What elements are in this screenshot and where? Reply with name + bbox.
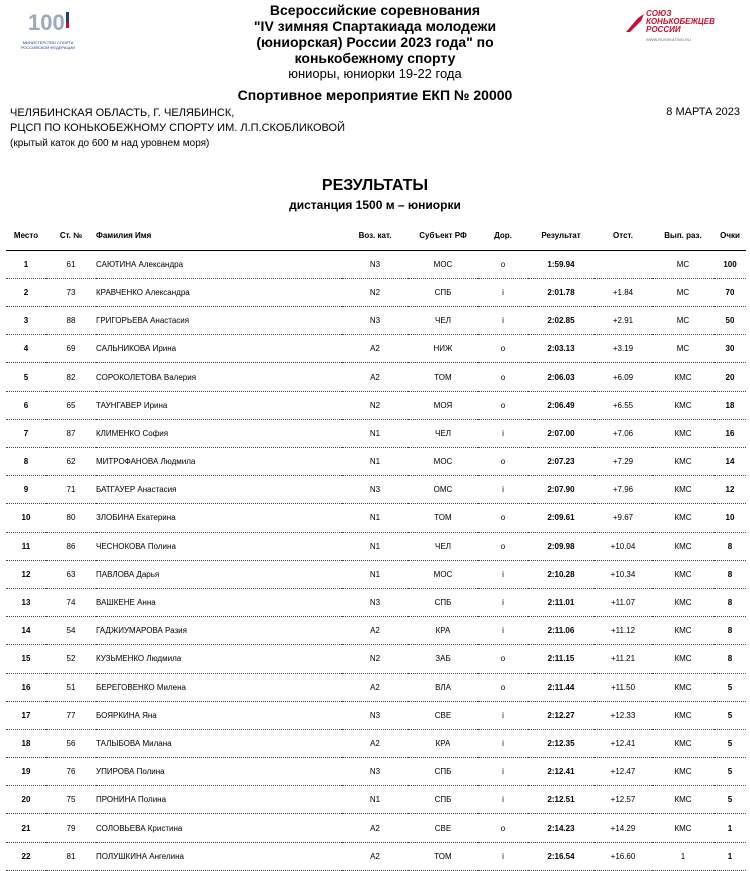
start-no: 61: [46, 250, 96, 278]
age-category: N1: [342, 560, 408, 588]
skater-icon: [624, 12, 646, 34]
result-time: 2:07.90: [528, 476, 594, 504]
region: СПБ: [408, 278, 478, 306]
start-no: 82: [46, 363, 96, 391]
age-category: A2: [342, 363, 408, 391]
age-category: N3: [342, 758, 408, 786]
region: МОС: [408, 560, 478, 588]
table-row: [6, 335, 746, 363]
result-time: 2:06.49: [528, 391, 594, 419]
start-no: 65: [46, 391, 96, 419]
lane: o: [478, 504, 528, 532]
place: 10: [6, 504, 46, 532]
athlete-name: БЕРЕГОВЕНКО Милена: [96, 673, 342, 701]
skating-union-logo: [624, 10, 734, 44]
result-time: 2:12.41: [528, 758, 594, 786]
athlete-name: ВАШКЕНЕ Анна: [96, 588, 342, 616]
table-row: [6, 419, 746, 447]
athlete-name: СОЛОВЬЕВА Кристина: [96, 814, 342, 842]
sport-rank: КМС: [652, 673, 714, 701]
region: ТОМ: [408, 842, 478, 870]
title-line-4: конькобежному спорту: [294, 50, 456, 66]
result-time: 2:07.23: [528, 448, 594, 476]
region: СПБ: [408, 758, 478, 786]
place: 21: [6, 814, 46, 842]
start-no: 81: [46, 842, 96, 870]
place: 2: [6, 278, 46, 306]
sport-rank: КМС: [652, 391, 714, 419]
lane: i: [478, 617, 528, 645]
result-time: 2:09.61: [528, 504, 594, 532]
result-time: 2:09.98: [528, 532, 594, 560]
points: 8: [714, 560, 746, 588]
place: 18: [6, 729, 46, 757]
lane: o: [478, 363, 528, 391]
start-no: 62: [46, 448, 96, 476]
competition-title: [180, 2, 570, 82]
venue: [10, 106, 345, 151]
table-row: [6, 560, 746, 588]
col-header-region: Субъект РФ: [408, 222, 478, 250]
region: ЗАБ: [408, 645, 478, 673]
lane: i: [478, 701, 528, 729]
lane: i: [478, 419, 528, 447]
ministry-name: МИНИСТЕРСТВО СПОРТА РОССИЙСКОЙ ФЕДЕРАЦИИ: [20, 40, 76, 50]
place: 9: [6, 476, 46, 504]
region: КРА: [408, 729, 478, 757]
points: 10: [714, 504, 746, 532]
lane: i: [478, 786, 528, 814]
table-row: [6, 476, 746, 504]
points: 5: [714, 701, 746, 729]
table-row: [6, 645, 746, 673]
start-no: 75: [46, 786, 96, 814]
athlete-name: САЛЬНИКОВА Ирина: [96, 335, 342, 363]
sport-rank: КМС: [652, 532, 714, 560]
age-category: N2: [342, 645, 408, 673]
place: 15: [6, 645, 46, 673]
place: 16: [6, 673, 46, 701]
document-header: [0, 0, 750, 160]
start-no: 73: [46, 278, 96, 306]
lane: o: [478, 335, 528, 363]
points: 14: [714, 448, 746, 476]
sport-rank: КМС: [652, 588, 714, 616]
results-title: РЕЗУЛЬТАТЫ: [321, 177, 429, 194]
place: 12: [6, 560, 46, 588]
time-gap: +9.67: [594, 504, 652, 532]
points: 18: [714, 391, 746, 419]
distance-title: дистанция 1500 м – юниорки: [289, 198, 461, 212]
time-gap: +7.06: [594, 419, 652, 447]
region: МОС: [408, 448, 478, 476]
result-time: 2:16.54: [528, 842, 594, 870]
table-row: [6, 673, 746, 701]
lane: i: [478, 278, 528, 306]
age-category: A2: [342, 842, 408, 870]
points: 8: [714, 645, 746, 673]
lane: i: [478, 476, 528, 504]
union-logo-line-1: СОЮЗ: [646, 9, 672, 18]
table-row: [6, 532, 746, 560]
age-category: N1: [342, 786, 408, 814]
lane: o: [478, 814, 528, 842]
sport-rank: 1: [652, 842, 714, 870]
athlete-name: КРАВЧЕНКО Александра: [96, 278, 342, 306]
result-time: 2:11.06: [528, 617, 594, 645]
points: 5: [714, 758, 746, 786]
region: ЧЕЛ: [408, 532, 478, 560]
place: 22: [6, 842, 46, 870]
table-row: [6, 701, 746, 729]
table-row: [6, 504, 746, 532]
title-line-2: "IV зимняя Спартакиада молодежи: [253, 18, 497, 34]
result-time: 2:01.78: [528, 278, 594, 306]
title-line-1: Всероссийские соревнования: [269, 2, 481, 18]
start-no: 54: [46, 617, 96, 645]
sport-rank: КМС: [652, 814, 714, 842]
sport-rank: КМС: [652, 786, 714, 814]
points: 1: [714, 814, 746, 842]
table-row: [6, 588, 746, 616]
table-row: [6, 814, 746, 842]
union-logo-line-3: РОССИИ: [646, 25, 681, 34]
points: 12: [714, 476, 746, 504]
col-header-name: Фамилия Имя: [96, 222, 342, 250]
age-category: A2: [342, 335, 408, 363]
lane: o: [478, 532, 528, 560]
sport-rank: МС: [652, 307, 714, 335]
athlete-name: ПРОНИНА Полина: [96, 786, 342, 814]
start-no: 80: [46, 504, 96, 532]
age-category: N1: [342, 532, 408, 560]
sport-rank: КМС: [652, 419, 714, 447]
sport-rank: КМС: [652, 476, 714, 504]
result-time: 2:07.00: [528, 419, 594, 447]
time-gap: +11.21: [594, 645, 652, 673]
result-time: 1:59.94: [528, 250, 594, 278]
table-row: [6, 617, 746, 645]
place: 13: [6, 588, 46, 616]
time-gap: +12.33: [594, 701, 652, 729]
place: 5: [6, 363, 46, 391]
table-row: [6, 363, 746, 391]
start-no: 79: [46, 814, 96, 842]
age-category: A2: [342, 673, 408, 701]
time-gap: +3.19: [594, 335, 652, 363]
region: ТОМ: [408, 504, 478, 532]
sport-rank: КМС: [652, 729, 714, 757]
points: 1: [714, 842, 746, 870]
result-time: 2:14.23: [528, 814, 594, 842]
place: 4: [6, 335, 46, 363]
time-gap: +11.07: [594, 588, 652, 616]
table-row: [6, 250, 746, 278]
points: 70: [714, 278, 746, 306]
athlete-name: ГАДЖИУМАРОВА Разия: [96, 617, 342, 645]
time-gap: +12.57: [594, 786, 652, 814]
athlete-name: САЮТИНА Александра: [96, 250, 342, 278]
points: 100: [714, 250, 746, 278]
athlete-name: БАТГАУЕР Анастасия: [96, 476, 342, 504]
venue-line-3: (крытый каток до 600 м над уровнем моря): [10, 138, 210, 149]
lane: i: [478, 307, 528, 335]
athlete-name: ЧЕСНОКОВА Полина: [96, 532, 342, 560]
points: 8: [714, 532, 746, 560]
ministry-logo-number: 100: [28, 10, 65, 35]
lane: i: [478, 758, 528, 786]
age-category: A2: [342, 814, 408, 842]
union-logo-url: WWW.RUSSKATING.RU: [646, 37, 691, 42]
sport-rank: КМС: [652, 758, 714, 786]
result-time: 2:02.85: [528, 307, 594, 335]
lane: i: [478, 560, 528, 588]
place: 8: [6, 448, 46, 476]
col-header-gap: Отст.: [594, 222, 652, 250]
col-header-result: Результат: [528, 222, 594, 250]
start-no: 76: [46, 758, 96, 786]
sport-rank: КМС: [652, 701, 714, 729]
age-category: N2: [342, 278, 408, 306]
time-gap: [594, 250, 652, 278]
athlete-name: ПАВЛОВА Дарья: [96, 560, 342, 588]
athlete-name: ТАУНГАВЕР Ирина: [96, 391, 342, 419]
results-table: [6, 222, 746, 871]
time-gap: +1.84: [594, 278, 652, 306]
lane: i: [478, 729, 528, 757]
points: 5: [714, 729, 746, 757]
sport-rank: МС: [652, 250, 714, 278]
lane: o: [478, 673, 528, 701]
results-body: [6, 250, 746, 870]
time-gap: +10.04: [594, 532, 652, 560]
age-category: N3: [342, 307, 408, 335]
result-time: 2:06.03: [528, 363, 594, 391]
region: ТОМ: [408, 363, 478, 391]
lane: i: [478, 588, 528, 616]
time-gap: +14.29: [594, 814, 652, 842]
time-gap: +10.34: [594, 560, 652, 588]
table-row: [6, 278, 746, 306]
time-gap: +11.12: [594, 617, 652, 645]
title-line-3: (юниорская) России 2023 года" по: [256, 34, 494, 50]
athlete-name: ПОЛУШКИНА Ангелина: [96, 842, 342, 870]
sport-rank: КМС: [652, 617, 714, 645]
age-category: N3: [342, 701, 408, 729]
lane: o: [478, 448, 528, 476]
age-category: A2: [342, 729, 408, 757]
place: 19: [6, 758, 46, 786]
lane: o: [478, 250, 528, 278]
points: 8: [714, 588, 746, 616]
results-header-row: [6, 222, 746, 250]
time-gap: +11.50: [594, 673, 652, 701]
result-time: 2:12.27: [528, 701, 594, 729]
age-category: N2: [342, 391, 408, 419]
athlete-name: ГРИГОРЬЕВА Анастасия: [96, 307, 342, 335]
place: 1: [6, 250, 46, 278]
time-gap: +6.55: [594, 391, 652, 419]
athlete-name: МИТРОФАНОВА Людмила: [96, 448, 342, 476]
time-gap: +6.09: [594, 363, 652, 391]
age-category: A2: [342, 617, 408, 645]
col-header-points: Очки: [714, 222, 746, 250]
points: 20: [714, 363, 746, 391]
lane: o: [478, 391, 528, 419]
result-time: 2:11.01: [528, 588, 594, 616]
age-category: N1: [342, 504, 408, 532]
time-gap: +16.60: [594, 842, 652, 870]
place: 17: [6, 701, 46, 729]
result-time: 2:12.35: [528, 729, 594, 757]
ministry-logo: [16, 6, 76, 50]
age-category: N1: [342, 448, 408, 476]
points: 50: [714, 307, 746, 335]
start-no: 87: [46, 419, 96, 447]
start-no: 74: [46, 588, 96, 616]
table-row: [6, 448, 746, 476]
sport-rank: МС: [652, 335, 714, 363]
region: СВЕ: [408, 701, 478, 729]
age-category: N1: [342, 419, 408, 447]
venue-line-1: ЧЕЛЯБИНСКАЯ ОБЛАСТЬ, Г. ЧЕЛЯБИНСК,: [10, 107, 235, 119]
start-no: 56: [46, 729, 96, 757]
result-time: 2:11.44: [528, 673, 594, 701]
time-gap: +7.29: [594, 448, 652, 476]
place: 20: [6, 786, 46, 814]
result-time: 2:10.28: [528, 560, 594, 588]
table-row: [6, 729, 746, 757]
region: НИЖ: [408, 335, 478, 363]
event-date: 8 МАРТА 2023: [666, 106, 740, 118]
ministry-100-emblem-icon: [16, 6, 76, 40]
region: СПБ: [408, 786, 478, 814]
athlete-name: БОЯРКИНА Яна: [96, 701, 342, 729]
age-category: N3: [342, 588, 408, 616]
start-no: 88: [46, 307, 96, 335]
start-no: 86: [46, 532, 96, 560]
col-header-age-cat: Воз. кат.: [342, 222, 408, 250]
start-no: 77: [46, 701, 96, 729]
start-no: 63: [46, 560, 96, 588]
time-gap: +2.91: [594, 307, 652, 335]
place: 3: [6, 307, 46, 335]
athlete-name: ЗЛОБИНА Екатерина: [96, 504, 342, 532]
region: СПБ: [408, 588, 478, 616]
athlete-name: УПИРОВА Полина: [96, 758, 342, 786]
region: МОС: [408, 250, 478, 278]
result-time: 2:12.51: [528, 786, 594, 814]
venue-line-2: РЦСП ПО КОНЬКОБЕЖНОМУ СПОРТУ ИМ. Л.П.СКОБЛИКОВОЙ: [10, 122, 345, 134]
time-gap: +7.96: [594, 476, 652, 504]
col-header-lane: Дор.: [478, 222, 528, 250]
region: КРА: [408, 617, 478, 645]
sport-rank: МС: [652, 278, 714, 306]
place: 6: [6, 391, 46, 419]
age-category: N3: [342, 476, 408, 504]
col-header-rank: Вып. раз.: [652, 222, 714, 250]
region: ОМС: [408, 476, 478, 504]
points: 8: [714, 617, 746, 645]
union-logo-line-2: КОНЬКОБЕЖЦЕВ: [646, 17, 715, 26]
start-no: 71: [46, 476, 96, 504]
sport-rank: КМС: [652, 363, 714, 391]
region: СВЕ: [408, 814, 478, 842]
col-header-start-no: Ст. №: [46, 222, 96, 250]
start-no: 69: [46, 335, 96, 363]
athlete-name: КУЗЬМЕНКО Людмила: [96, 645, 342, 673]
age-group: юниоры, юниорки 19-22 года: [288, 66, 462, 81]
time-gap: +12.47: [594, 758, 652, 786]
sport-rank: КМС: [652, 645, 714, 673]
region: МОЯ: [408, 391, 478, 419]
athlete-name: СОРОКОЛЕТОВА Валерия: [96, 363, 342, 391]
region: ВЛА: [408, 673, 478, 701]
result-time: 2:03.13: [528, 335, 594, 363]
table-row: [6, 842, 746, 870]
time-gap: +12.41: [594, 729, 652, 757]
event-code: Спортивное мероприятие ЕКП № 20000: [237, 87, 513, 103]
table-row: [6, 758, 746, 786]
points: 5: [714, 673, 746, 701]
table-row: [6, 307, 746, 335]
lane: i: [478, 842, 528, 870]
age-category: N3: [342, 250, 408, 278]
start-no: 51: [46, 673, 96, 701]
region: ЧЕЛ: [408, 419, 478, 447]
table-row: [6, 786, 746, 814]
place: 14: [6, 617, 46, 645]
points: 5: [714, 786, 746, 814]
start-no: 52: [46, 645, 96, 673]
points: 16: [714, 419, 746, 447]
athlete-name: КЛИМЕНКО София: [96, 419, 342, 447]
table-row: [6, 391, 746, 419]
region: ЧЕЛ: [408, 307, 478, 335]
sport-rank: КМС: [652, 504, 714, 532]
sport-rank: КМС: [652, 560, 714, 588]
place: 11: [6, 532, 46, 560]
col-header-place: Место: [6, 222, 46, 250]
athlete-name: ТАЛЫБОВА Милана: [96, 729, 342, 757]
place: 7: [6, 419, 46, 447]
sport-rank: КМС: [652, 448, 714, 476]
result-time: 2:11.15: [528, 645, 594, 673]
lane: o: [478, 645, 528, 673]
points: 30: [714, 335, 746, 363]
